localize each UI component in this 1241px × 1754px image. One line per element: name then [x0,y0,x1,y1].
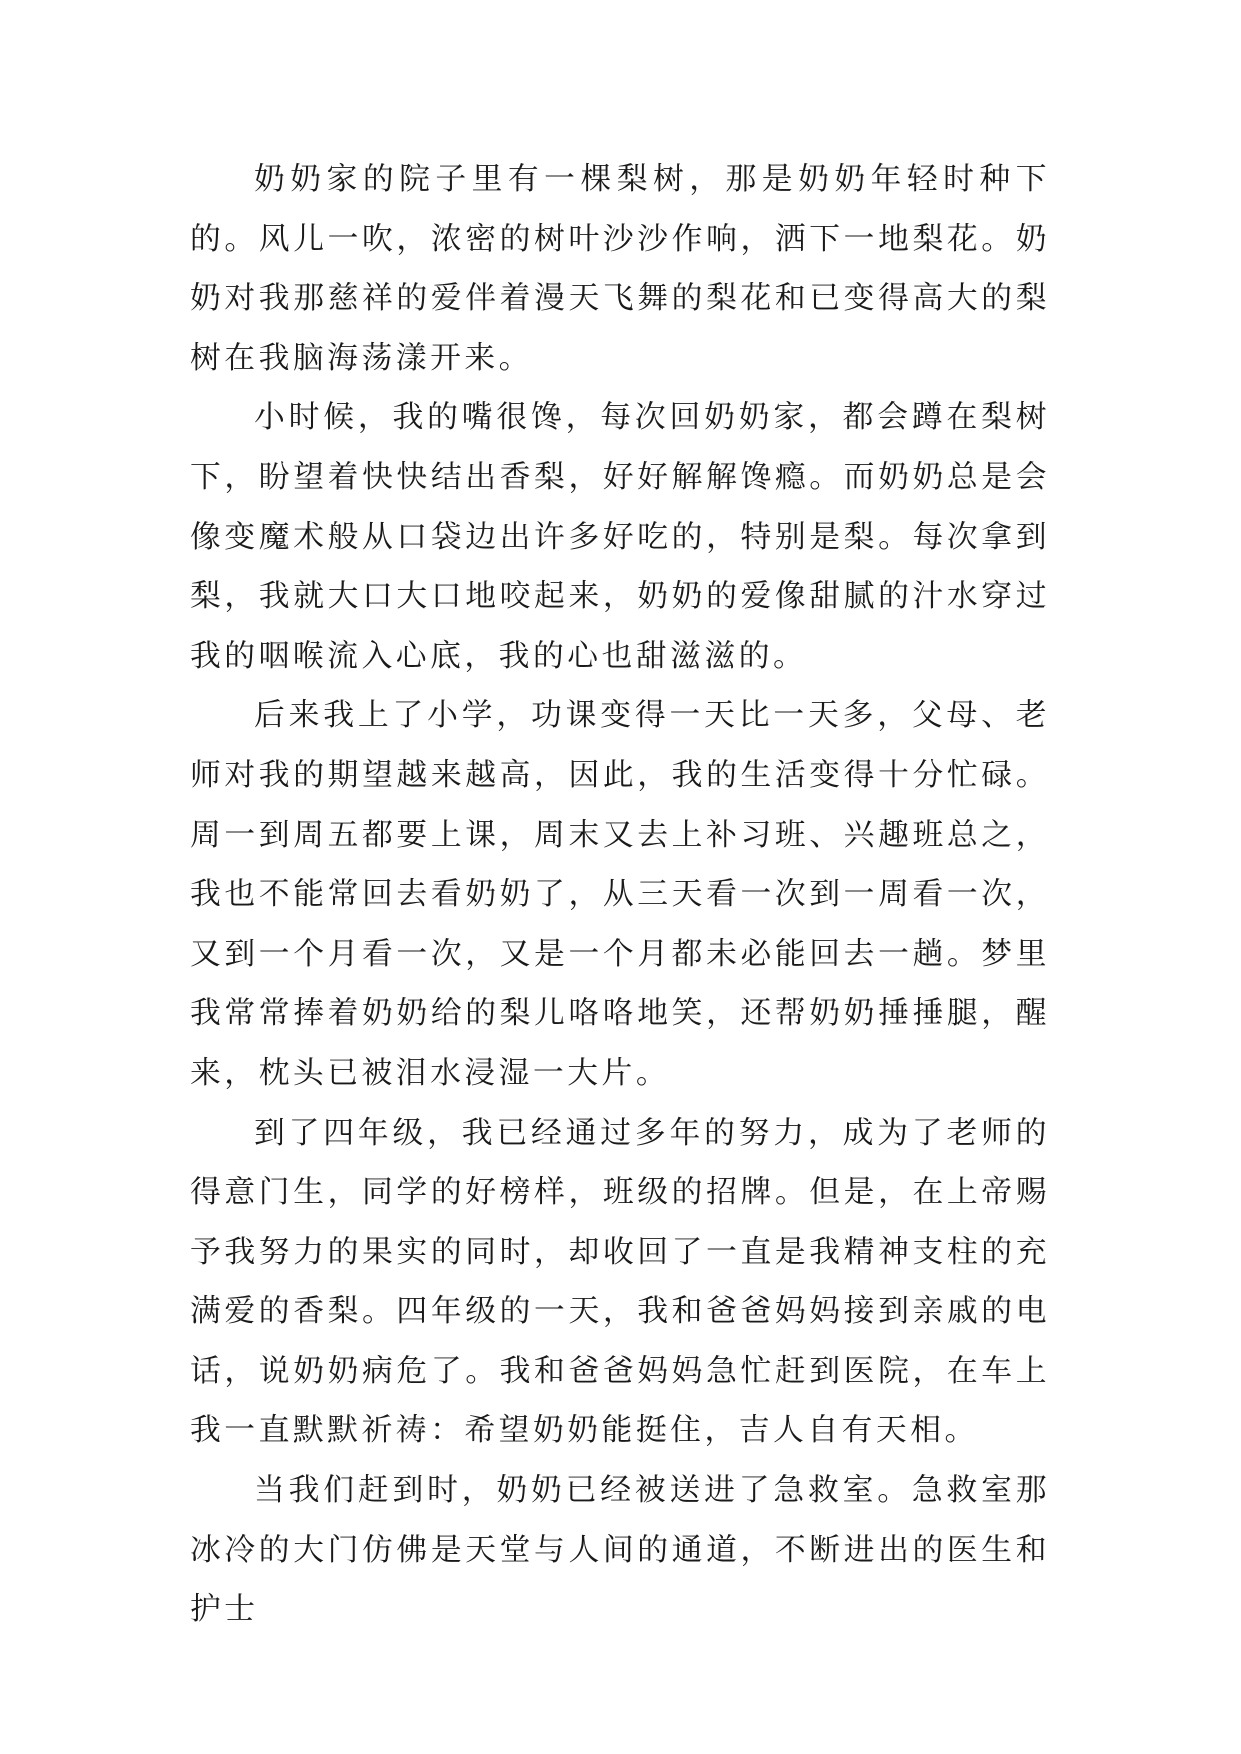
paragraph-4: 到了四年级，我已经通过多年的努力，成为了老师的得意门生，同学的好榜样，班级的招牌。但是，在上帝赐予我努力的果实的同时，却收回了一直是我精神支柱的充满爱的香梨。四年级的一天，我和爸爸妈妈接到亲戚的电话，说奶奶病危了。我和爸爸妈妈急忙赶到医院，在车上我一直默默祈祷：希望奶奶能挺住，吉人自有天相。 [190,1114,1050,1449]
paragraph-5: 当我们赶到时，奶奶已经被送进了急救室。急救室那冰冷的大门仿佛是天堂与人间的通道，不断进出的医生和护士 [190,1472,1050,1628]
paragraph-3: 后来我上了小学，功课变得一天比一天多，父母、老师对我的期望越来越高，因此，我的生活变得十分忙碌。周一到周五都要上课，周末又去上补习班、兴趣班总之，我也不能常回去看奶奶了，从三天看一次到一周看一次，又到一个月看一次，又是一个月都未必能回去一趟。梦里我常常捧着奶奶给的梨儿咯咯地笑，还帮奶奶捶捶腿，醒来，枕头已被泪水浸湿一大片。 [190,697,1050,1091]
paragraph-2: 小时候，我的嘴很馋，每次回奶奶家，都会蹲在梨树下，盼望着快快结出香梨，好好解解馋瘾。而奶奶总是会像变魔术般从口袋边出许多好吃的，特别是梨。每次拿到梨，我就大口大口地咬起来，奶奶的爱像甜腻的汁水穿过我的咽喉流入心底，我的心也甜滋滋的。 [190,399,1050,674]
paragraph-1: 奶奶家的院子里有一棵梨树，那是奶奶年轻时种下的。风儿一吹，浓密的树叶沙沙作响，洒下一地梨花。奶奶对我那慈祥的爱伴着漫天飞舞的梨花和已变得高大的梨树在我脑海荡漾开来。 [190,161,1050,376]
essay-body [190,150,1050,1640]
